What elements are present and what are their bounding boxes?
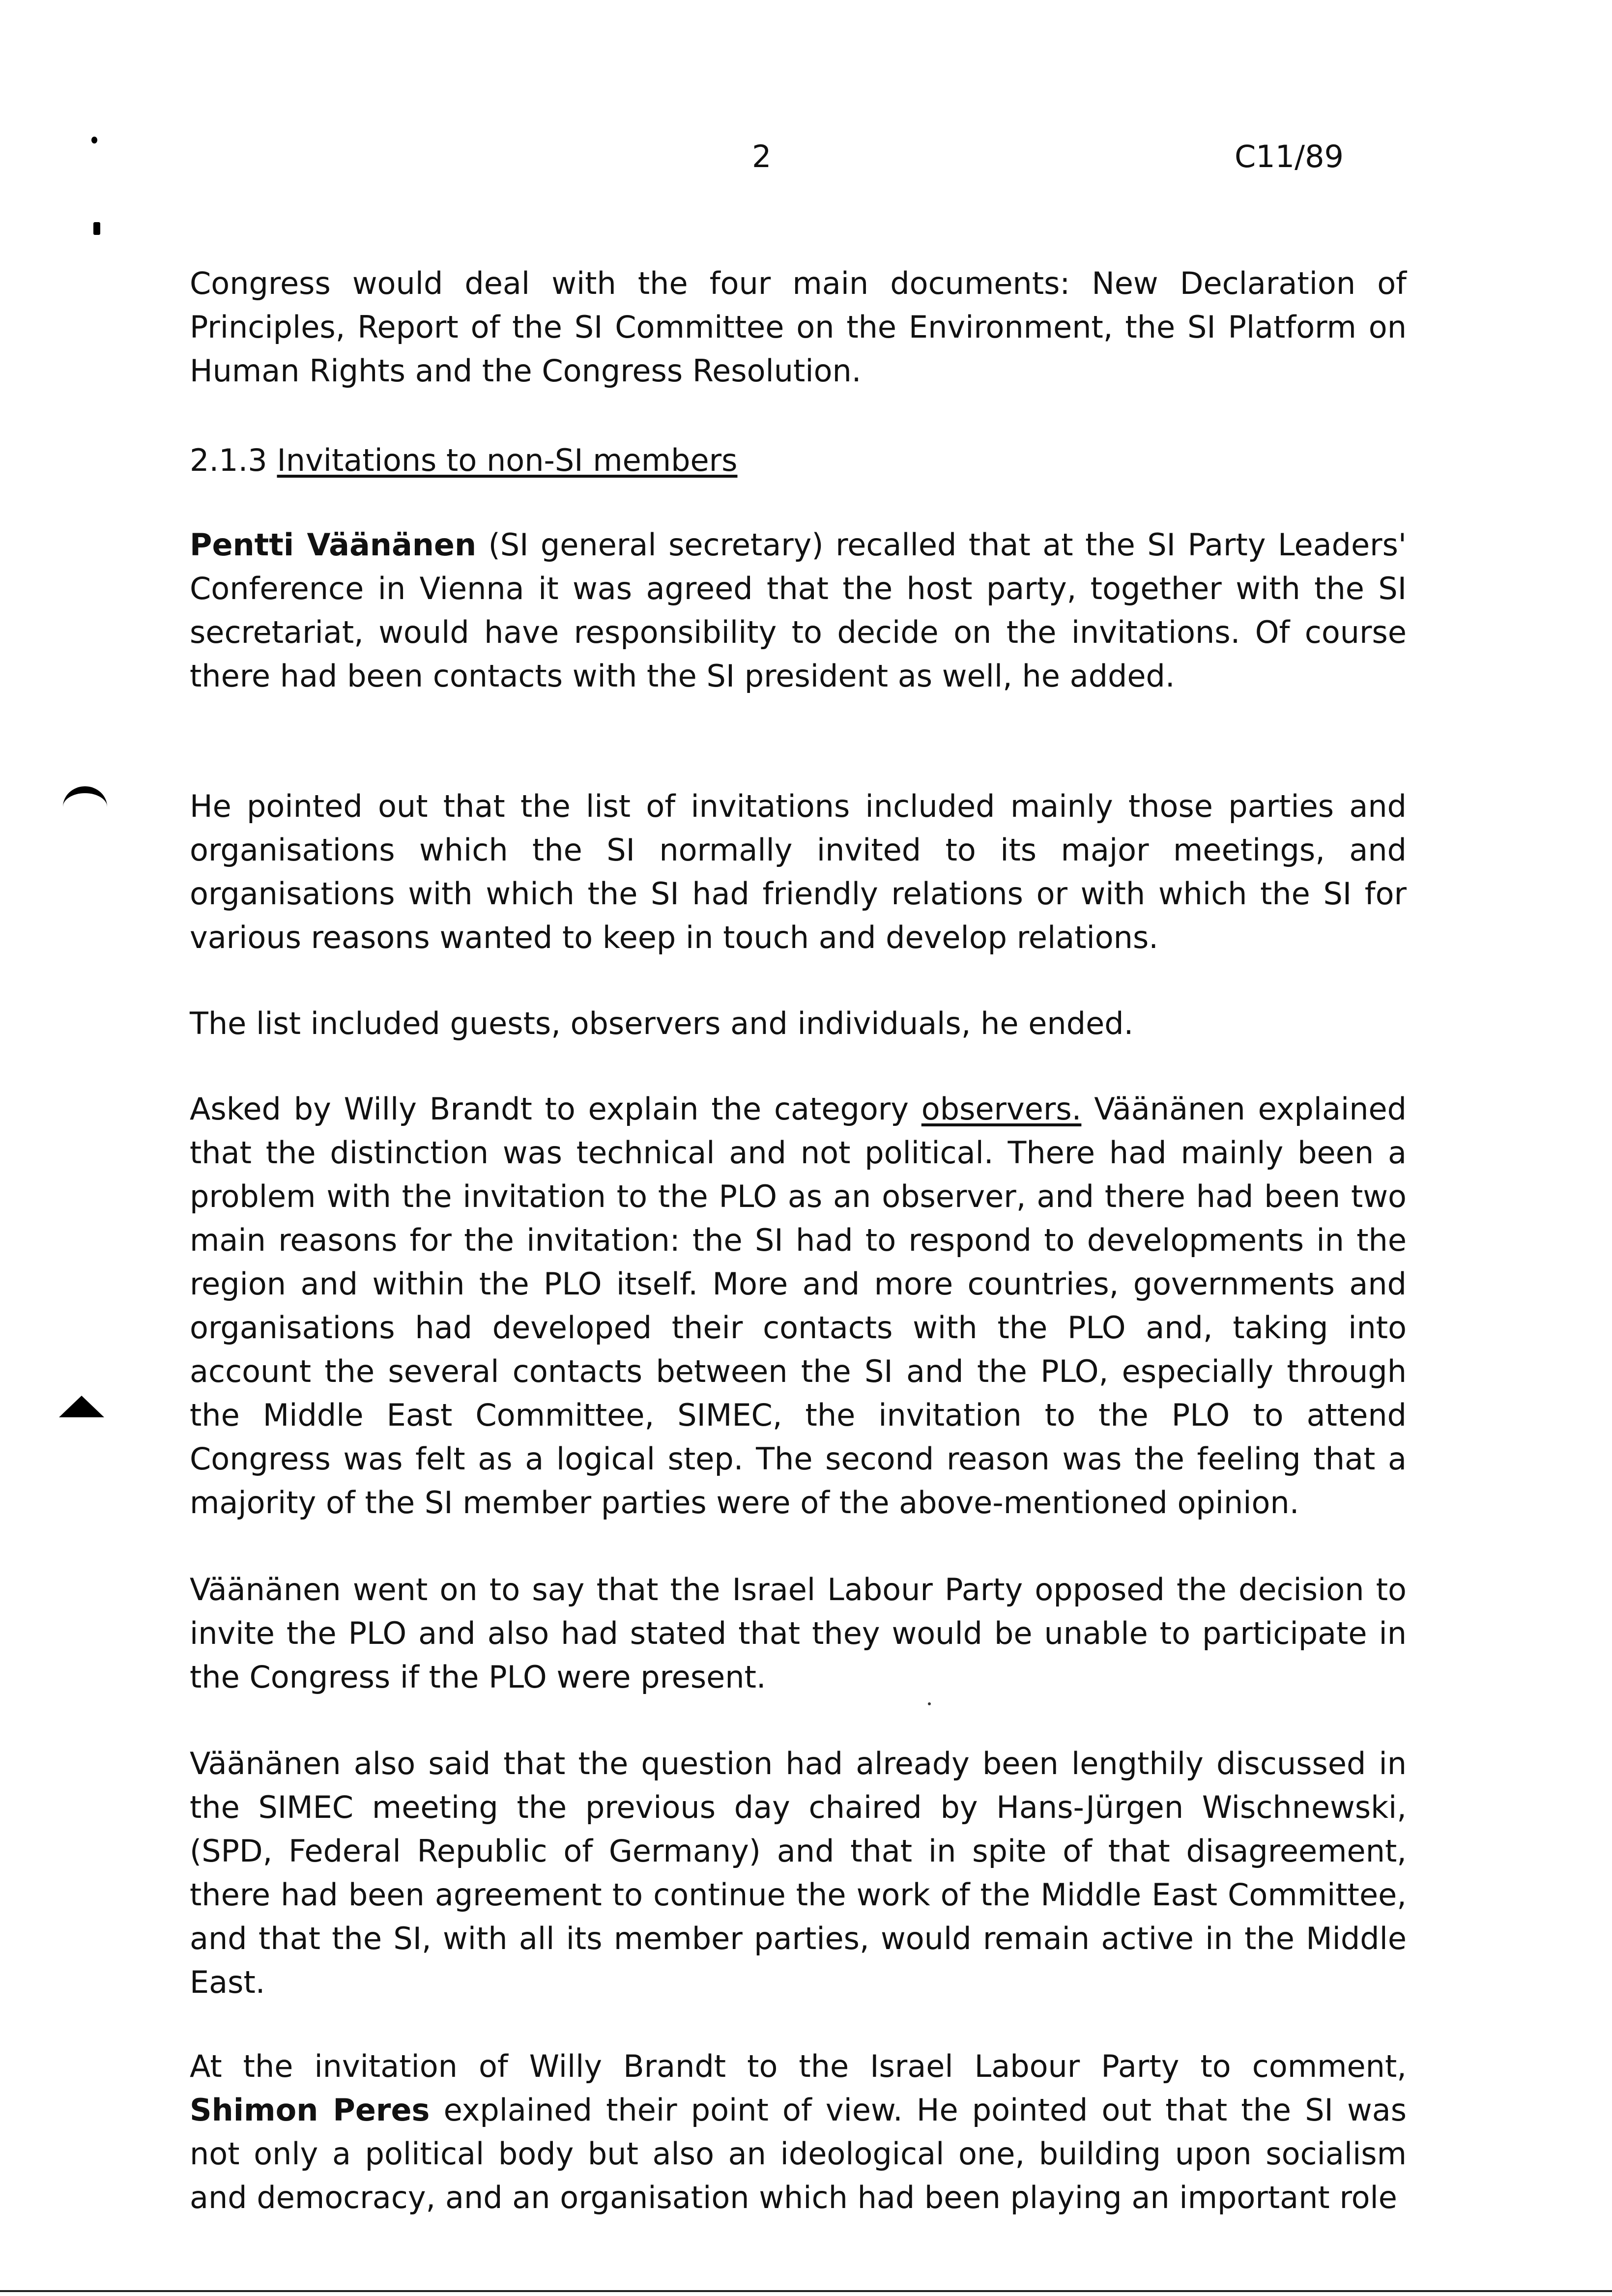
margin-caret-mark [59, 1396, 104, 1417]
paragraph-vaananen-recalled [190, 523, 1407, 698]
paragraph-israel-labour-opposed: Väänänen went on to say that the Israel Labour Party opposed the decision to invite the PLO and also had stated that they would be unable to participate in the Congress if the PLO were present. [190, 1572, 1407, 1695]
margin-arc-mark [63, 786, 107, 828]
paragraph-peres-comment [190, 2044, 1407, 2219]
paragraph-list-of-invitations: He pointed out that the list of invitations included mainly those parties and organisations which the SI normally invited to its major meetings, and organisations with which the SI had friendly relations or with which the SI for various reasons wanted to keep in touch and develop relations. [190, 788, 1407, 955]
paragraph-text: explained their point of view. He pointed out that the SI was not only a political body but also an ideological one, building upon socialism and democracy, and an organisation which had been playing an important role [190, 2092, 1407, 2215]
paragraph-simec-meeting: Väänänen also said that the question had already been lengthily discussed in the SIMEC meeting the previous day chaired by Hans-Jürgen Wischnewski, (SPD, Federal Republic of Germany) and that in spite of that disagreement, there had been agreement to continue the work of the Middle East Committee, and that the SI, with all its member parties, would remain active in the Middle East. [190, 1746, 1407, 2000]
page-number: 2 [752, 139, 772, 174]
paragraph-text: Asked by Willy Brandt to explain the category [190, 1091, 921, 1127]
section-title: Invitations to non-SI members [277, 442, 738, 478]
paragraph-congress-documents: Congress would deal with the four main documents: New Declaration of Principles, Report of the SI Committee on the Environment, the SI Platform on Human Rights and the Congress Resolution. [190, 265, 1407, 389]
underlined-term: observers. [921, 1091, 1082, 1127]
paragraph-text: Väänänen explained that the distinction was technical and not political. There had mainly been a problem with the invitation to the PLO as an observer, and there had been two main reasons for the invitation: the SI had to respond to developments in the region and within the PLO itself. More and more countries, governments and organisations had developed their contacts with the PLO and, taking into account the several contacts between the SI and the PLO, especially through the Middle East Committee, SIMEC, the invitation to the PLO to attend Congress was felt as a logical step. The second reason was the feeling that a majority of the SI member parties were of the above-mentioned opinion. [190, 1091, 1407, 1521]
paragraph-text: (SI general secretary) recalled that at the SI Party Leaders' Conference in Vienna it was agreed that the host party, together with the SI secretariat, would have responsibility to decide on the invitations. Of course there had been contacts with the SI president as well, he added. [190, 527, 1407, 694]
speaker-name: Pentti Väänänen [190, 527, 477, 563]
margin-stray-dot [928, 1702, 931, 1705]
section-number: 2.1.3 [190, 442, 267, 478]
section-heading [190, 438, 1407, 482]
bottom-scan-edge [0, 2290, 1612, 2292]
margin-dot [91, 137, 97, 144]
speaker-name: Shimon Peres [190, 2092, 430, 2128]
document-reference: C11/89 [1235, 139, 1344, 174]
paragraph-observers-explanation [190, 1087, 1407, 1524]
paragraph-list-included: The list included guests, observers and individuals, he ended. [190, 1005, 1134, 1041]
paragraph-text: At the invitation of Willy Brandt to the Israel Labour Party to comment, [190, 2048, 1407, 2084]
margin-tick [93, 222, 100, 235]
